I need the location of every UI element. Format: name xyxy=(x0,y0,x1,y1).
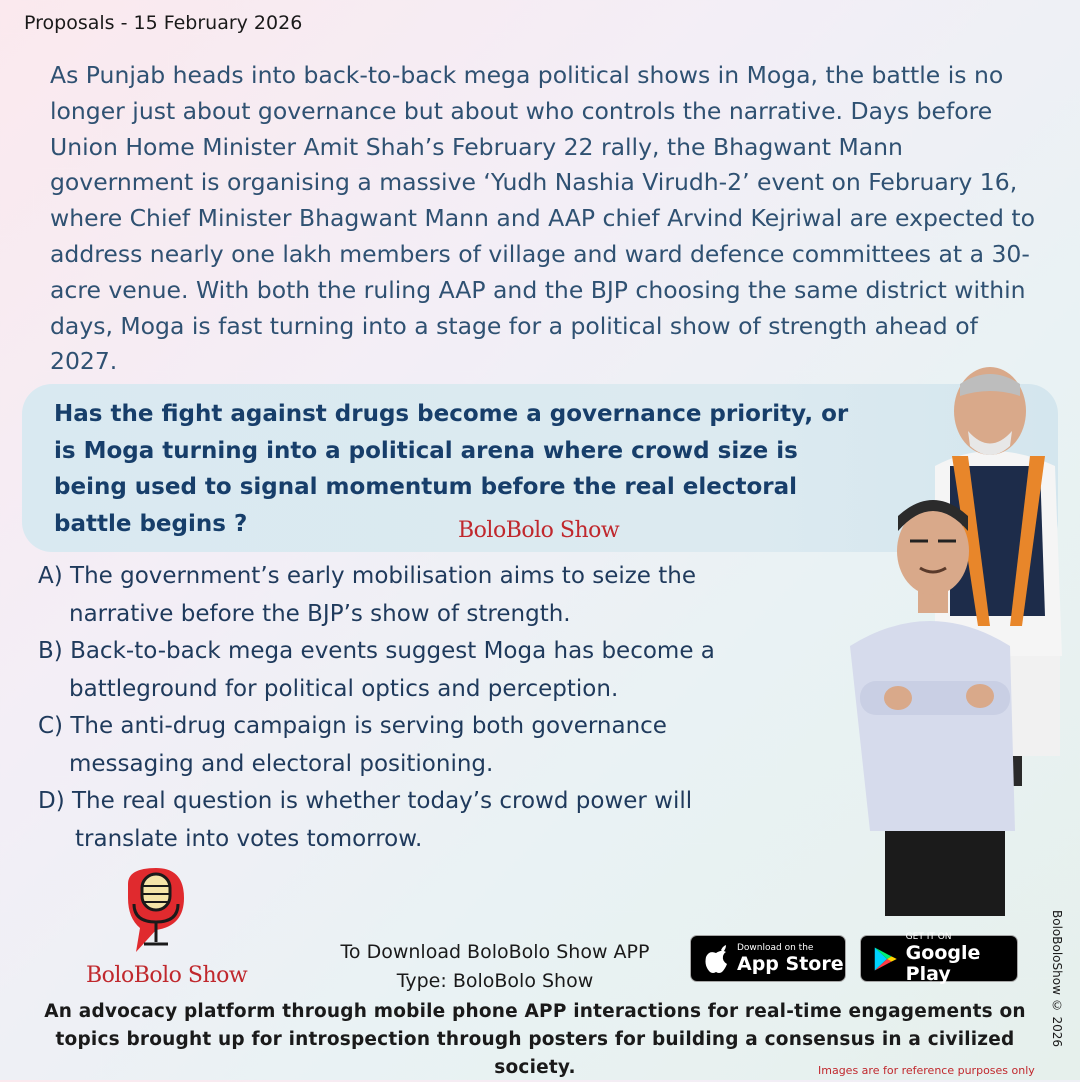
download-line1: To Download BoloBolo Show APP xyxy=(340,941,650,963)
google-play-label: Google Play xyxy=(905,942,981,985)
option-a[interactable] xyxy=(38,558,838,633)
header-date: Proposals - 15 February 2026 xyxy=(24,12,303,34)
politician-photos xyxy=(840,356,1070,916)
logo-text: BoloBolo Show xyxy=(86,963,248,988)
google-play-small: GET IT ON xyxy=(905,932,952,942)
play-icon xyxy=(873,944,898,974)
apple-icon xyxy=(703,944,729,974)
option-b-line1: B) Back-to-back mega events suggest Moga has become a xyxy=(38,638,715,664)
option-a-line1: A) The government’s early mobilisation aims to seize the xyxy=(38,563,697,589)
download-info xyxy=(300,938,690,996)
disclaimer: Images are for reference purposes only xyxy=(818,1064,1035,1077)
option-b-line2: battleground for political optics and perception. xyxy=(69,675,619,702)
option-c-line2: messaging and electoral positioning. xyxy=(69,750,494,777)
app-store-label: App Store xyxy=(737,952,844,975)
copyright: BoloBoloShow © 2026 xyxy=(1050,910,1064,1048)
option-d-line2: translate into votes tomorrow. xyxy=(75,825,423,852)
option-b[interactable] xyxy=(38,633,838,708)
footer-tagline: An advocacy platform through mobile phone APP interactions for real-time engagements on topics brought up for introspection through posters for building a consensus in a civilized society. xyxy=(44,1001,1026,1078)
intro-paragraph: As Punjab heads into back-to-back mega political shows in Moga, the battle is no longer just about governance but about who controls the narrative. Days before Union Home Minister Amit Shah’s February 22 rally, the Bhagwant Mann government is organising a massive ‘Yudh Nashia Virudh-2’ event on February 16, where Chief Minister Bhagwant Mann and AAP chief Arvind Kejriwal are expected to address nearly one lakh members of village and ward defence committees at a 30-acre venue. With both the ruling AAP and the BJP choosing the same district within days, Moga is fast turning into a stage for a political show of strength ahead of 2027. xyxy=(50,61,1035,376)
download-line2: Type: BoloBolo Show xyxy=(396,970,594,992)
option-c[interactable] xyxy=(38,708,838,783)
question-text: Has the fight against drugs become a governance priority, or is Moga turning into a political arena where crowd size is being used to signal momentum before the real electoral battle begins ? xyxy=(54,401,849,537)
app-store-button[interactable] xyxy=(690,935,846,982)
brand-watermark: BoloBolo Show xyxy=(458,518,620,543)
option-c-line1: C) The anti-drug campaign is serving both governance xyxy=(38,713,667,739)
google-play-button[interactable] xyxy=(860,932,1018,985)
microphone-icon xyxy=(108,864,204,964)
option-a-line2: narrative before the BJP’s show of strength. xyxy=(69,600,571,627)
app-store-small: Download on the xyxy=(737,942,814,953)
option-d[interactable] xyxy=(38,783,838,858)
options-list xyxy=(38,558,838,858)
option-d-line1: D) The real question is whether today’s crowd power will xyxy=(38,788,693,814)
